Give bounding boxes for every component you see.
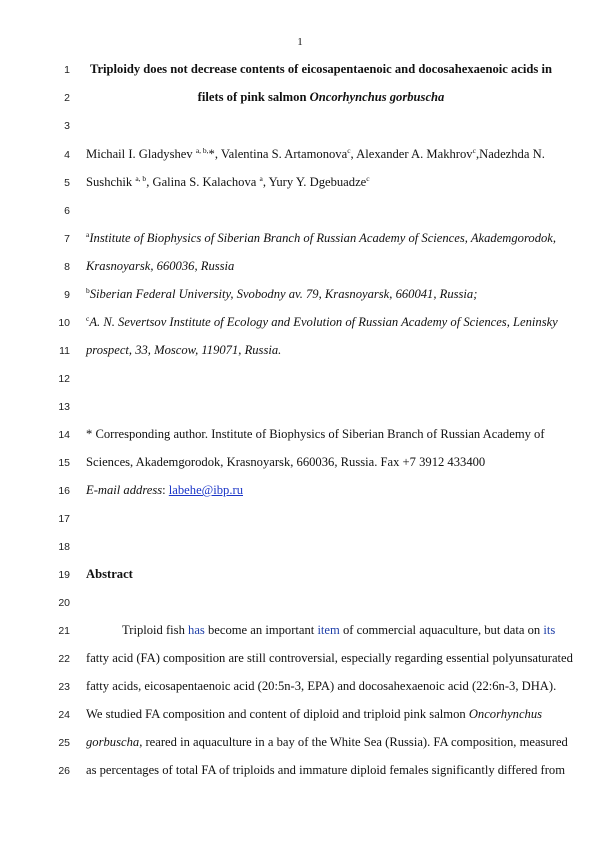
line-number: 12 — [58, 373, 70, 385]
email-link[interactable]: labehe@ibp.ru — [168, 483, 243, 497]
line-number: 13 — [58, 401, 70, 413]
corresponding-star: * — [208, 147, 215, 161]
affiliation-marker: a — [86, 229, 90, 239]
affiliation-marker: a, b — [135, 173, 147, 183]
line-number: 18 — [58, 541, 70, 553]
author: Sushchik — [86, 175, 136, 189]
author: , Valentina S. Artamonova — [214, 147, 348, 161]
affiliation — [86, 343, 281, 358]
line-number: 1 — [64, 64, 70, 76]
abstract-line — [122, 623, 555, 638]
abstract-text: become an important — [204, 623, 318, 637]
abstract-heading: Abstract — [86, 567, 133, 581]
line-number: 4 — [64, 149, 70, 161]
author-list — [86, 175, 370, 190]
line-number: 16 — [58, 485, 70, 497]
affiliation-marker: a — [259, 173, 263, 183]
abstract-line — [86, 735, 568, 750]
highlighted-word: item — [317, 623, 340, 637]
abstract-line: as percentages of total FA of triploids and immature diploid females significantly differed from — [86, 763, 566, 777]
affiliation-text: A. N. Severtsov Institute of Ecology and Evolution of Russian Academy of Sciences, Leninsky — [89, 315, 558, 329]
paper-title-line — [86, 90, 556, 105]
line-number: 2 — [64, 92, 70, 104]
species-name: Oncorhynchus — [468, 707, 543, 721]
corresponding-author: * Corresponding author. Institute of Biophysics of Siberian Branch of Russian Academy of — [86, 427, 545, 441]
abstract-text: of commercial aquaculture, but data on — [339, 623, 544, 637]
corresponding-author: Sciences, Akademgorodok, Krasnoyarsk, 660036, Russia. Fax +7 3912 433400 — [86, 455, 486, 469]
email-colon: : — [162, 483, 169, 497]
title-text: filets of pink salmon — [197, 90, 310, 104]
author: Michail I. Gladyshev — [86, 147, 196, 161]
line-number: 14 — [58, 429, 70, 441]
author-list — [86, 147, 545, 162]
line-number: 22 — [58, 653, 70, 665]
line-number: 26 — [58, 765, 70, 777]
abstract-text: We studied FA composition and content of diploid and triploid pink salmon — [86, 707, 469, 721]
line-number: 15 — [58, 457, 70, 469]
highlighted-word: has — [188, 623, 205, 637]
affiliation — [86, 287, 477, 302]
email-line — [86, 483, 243, 498]
line-number: 6 — [64, 205, 70, 217]
highlighted-word: its — [543, 623, 556, 637]
species-name: Oncorhynchus gorbuscha — [309, 90, 445, 104]
line-number: 21 — [58, 625, 70, 637]
line-number: 24 — [58, 709, 70, 721]
line-number: 20 — [58, 597, 70, 609]
abstract-line: fatty acids, eicosapentaenoic acid (20:5n-3, EPA) and docosahexaenoic acid (22:6n-3, DHA). — [86, 679, 557, 693]
line-number: 9 — [64, 289, 70, 301]
species-name: gorbuscha — [86, 735, 140, 749]
email-label: E-mail address — [86, 483, 163, 497]
line-number: 5 — [64, 177, 70, 189]
affiliation-marker: c — [86, 313, 90, 323]
affiliation — [86, 231, 556, 246]
affiliation-marker: c — [366, 173, 370, 183]
line-number: 25 — [58, 737, 70, 749]
line-number: 11 — [59, 345, 70, 357]
affiliation-marker: c — [347, 145, 351, 155]
author: , Galina S. Kalachova — [146, 175, 260, 189]
page-number: 1 — [297, 36, 303, 48]
line-number: 19 — [58, 569, 70, 581]
author: , Yury Y. Dgebuadze — [262, 175, 367, 189]
line-number: 23 — [58, 681, 70, 693]
affiliation — [86, 259, 234, 274]
line-number: 10 — [58, 317, 70, 329]
affiliation-text: Krasnoyarsk, 660036, Russia — [86, 259, 235, 273]
author: ,Nadezhda N. — [475, 147, 545, 161]
affiliation-marker: a, b, — [195, 145, 209, 155]
affiliation-text: Siberian Federal University, Svobodny av. 79, Krasnoyarsk, 660041, Russia; — [89, 287, 478, 301]
line-number: 8 — [64, 261, 70, 273]
affiliation — [86, 315, 558, 330]
abstract-text: , reared in aquaculture in a bay of the White Sea (Russia). FA composition, measured — [139, 735, 568, 749]
abstract-line: fatty acid (FA) composition are still controversial, especially regarding essential polyunsaturated — [86, 651, 573, 665]
line-number: 3 — [64, 120, 70, 132]
line-number: 17 — [58, 513, 70, 525]
affiliation-text: Institute of Biophysics of Siberian Branch of Russian Academy of Sciences, Akademgorodok, — [89, 231, 557, 245]
abstract-text: Triploid fish — [122, 623, 189, 637]
abstract-line — [86, 707, 542, 722]
affiliation-marker: b — [86, 285, 90, 295]
author: , Alexander A. Makhrov — [350, 147, 473, 161]
line-number: 7 — [64, 233, 70, 245]
paper-title-line: Triploidy does not decrease contents of eicosapentaenoic and docosahexaenoic acids in — [89, 62, 552, 76]
affiliation-marker: c — [472, 145, 476, 155]
affiliation-text: prospect, 33, Moscow, 119071, Russia. — [86, 343, 282, 357]
